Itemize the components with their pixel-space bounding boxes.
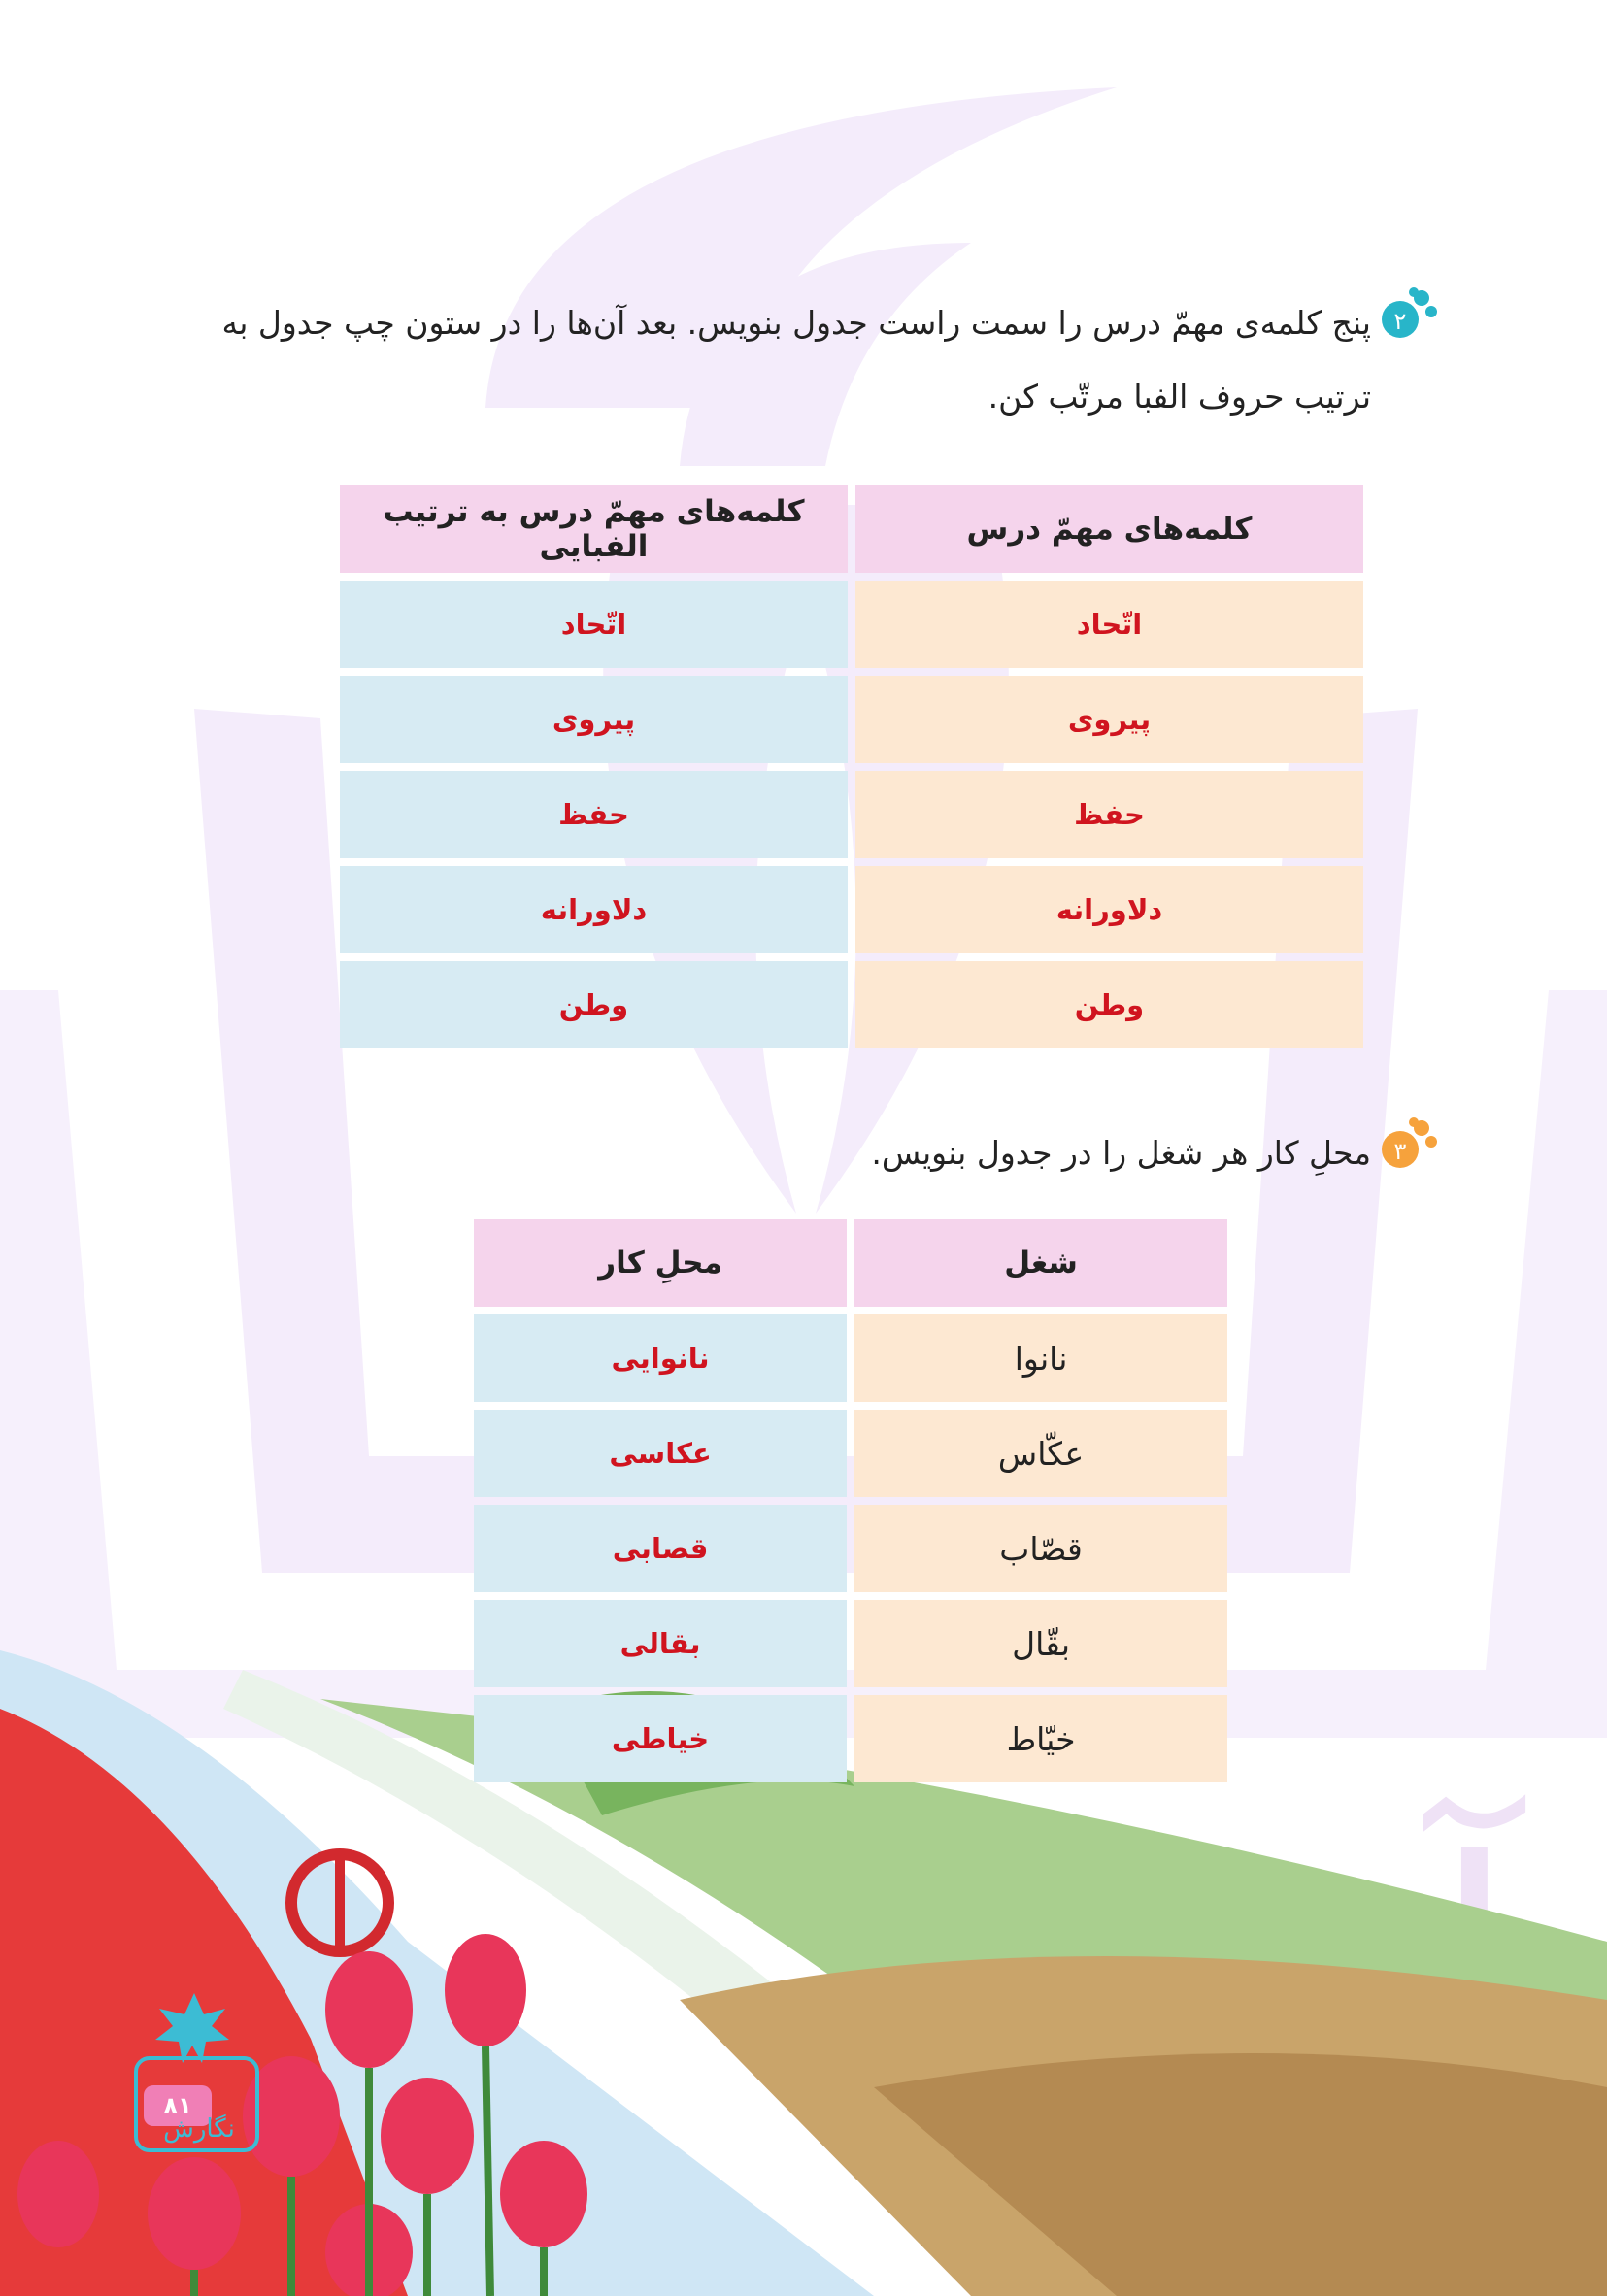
question-2-number: ۲ <box>1393 308 1407 335</box>
word-cell: پیروی <box>855 676 1363 763</box>
important-words-table <box>332 478 1371 1056</box>
question-3-text: محلِ کار هر شغل را در جدول بنویس. <box>871 1134 1371 1172</box>
table-row <box>340 581 1363 668</box>
job-cell: عکّاس <box>854 1410 1227 1497</box>
table-row <box>340 676 1363 763</box>
question-2-line-2: ترتیب حروف الفبا مرتّب کن. <box>988 378 1371 416</box>
jobs-workplace-table <box>466 1212 1235 1790</box>
table-row <box>340 771 1363 858</box>
question-3-number: ۳ <box>1393 1138 1407 1165</box>
question-2-instructions <box>194 286 1371 434</box>
table-row <box>340 961 1363 1048</box>
table-header-row <box>340 485 1363 573</box>
table-row <box>474 1505 1227 1592</box>
workplace-cell: خیاطی <box>474 1695 847 1782</box>
table-row <box>340 866 1363 953</box>
workplace-cell: بقالی <box>474 1600 847 1687</box>
question-3-instructions <box>583 1116 1371 1190</box>
header-alphabetical-words: کلمه‌های مهمّ درس به ترتیب الفبایی <box>340 485 848 573</box>
job-cell: قصّاب <box>854 1505 1227 1592</box>
word-cell: دلاورانه <box>855 866 1363 953</box>
word-cell: اتّحاد <box>855 581 1363 668</box>
page-number: ۸۱ <box>144 2085 212 2126</box>
job-cell: بقّال <box>854 1600 1227 1687</box>
workplace-cell: نانوایی <box>474 1314 847 1402</box>
question-2-line-1: پنج کلمه‌ی مهمّ درس را سمت راست جدول بنویس. بعد آن‌ها را در ستون چپ جدول به <box>221 304 1371 342</box>
header-workplace: محلِ کار <box>474 1219 847 1307</box>
table-row <box>474 1410 1227 1497</box>
job-cell: خیّاط <box>854 1695 1227 1782</box>
table-row <box>474 1314 1227 1402</box>
workplace-cell: عکاسی <box>474 1410 847 1497</box>
book-logo-text: نگارش <box>163 2114 235 2144</box>
table-header-row <box>474 1219 1227 1307</box>
sorted-word-cell: اتّحاد <box>340 581 848 668</box>
header-job: شغل <box>854 1219 1227 1307</box>
sorted-word-cell: دلاورانه <box>340 866 848 953</box>
header-important-words: کلمه‌های مهمّ درس <box>855 485 1363 573</box>
job-cell: نانوا <box>854 1314 1227 1402</box>
table-row <box>474 1600 1227 1687</box>
question-2-badge-icon <box>1377 286 1439 341</box>
sorted-word-cell: وطن <box>340 961 848 1048</box>
sorted-word-cell: پیروی <box>340 676 848 763</box>
word-cell: حفظ <box>855 771 1363 858</box>
question-3-badge-icon <box>1377 1116 1439 1171</box>
workplace-cell: قصابی <box>474 1505 847 1592</box>
sorted-word-cell: حفظ <box>340 771 848 858</box>
table-row <box>474 1695 1227 1782</box>
word-cell: وطن <box>855 961 1363 1048</box>
